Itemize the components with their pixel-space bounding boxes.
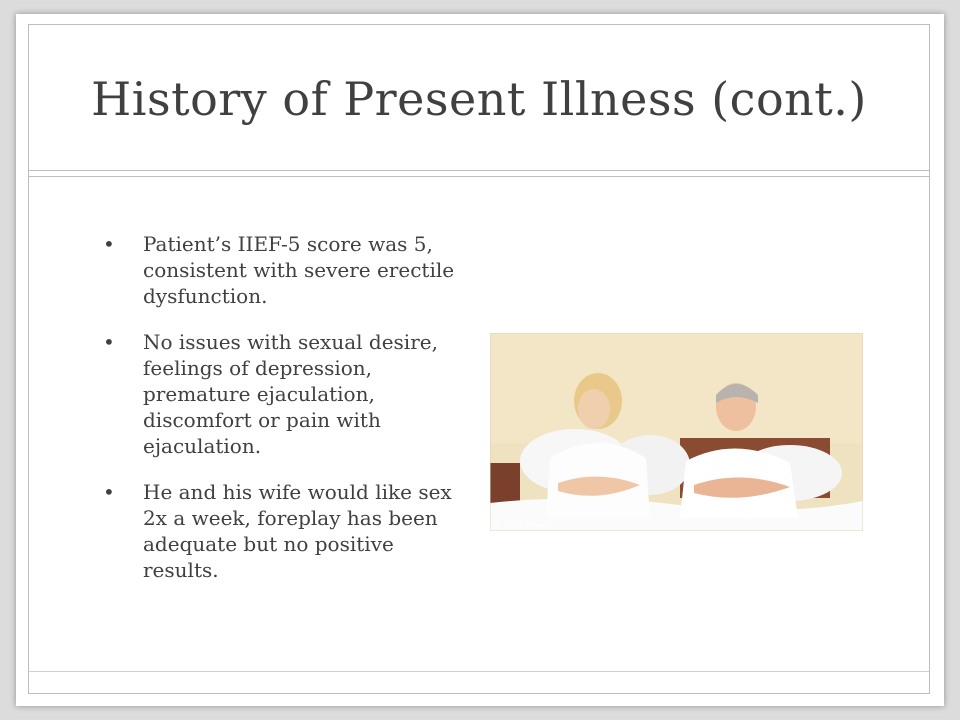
- bullet-text: Patient’s IIEF-5 score was 5, consistent with severe erectile dysfunction.: [143, 232, 455, 308]
- bullet-item: [103, 329, 473, 459]
- title-divider-secondary: [29, 176, 929, 177]
- slide-frame: [28, 24, 930, 694]
- bullet-list: [103, 231, 473, 603]
- bullet-item: [103, 231, 473, 309]
- title-area: [29, 25, 929, 173]
- bullet-text: No issues with sexual desire, feelings of depression, premature ejaculation, discomfort or pain with ejaculation.: [143, 330, 438, 458]
- title-divider: [29, 170, 929, 171]
- bullet-marker: •: [103, 232, 115, 256]
- slide: [16, 14, 944, 706]
- photo-credit: © Getty Images: [494, 521, 551, 529]
- footer-divider: [29, 671, 929, 672]
- couple-in-bed-photo: [490, 333, 863, 531]
- bullet-item: [103, 479, 473, 583]
- bullet-text: He and his wife would like sex 2x a week, foreplay has been adequate but no positive results.: [143, 480, 452, 582]
- bullet-marker: •: [103, 330, 115, 354]
- slide-title: History of Present Illness (cont.): [91, 72, 867, 126]
- bullet-marker: •: [103, 480, 115, 504]
